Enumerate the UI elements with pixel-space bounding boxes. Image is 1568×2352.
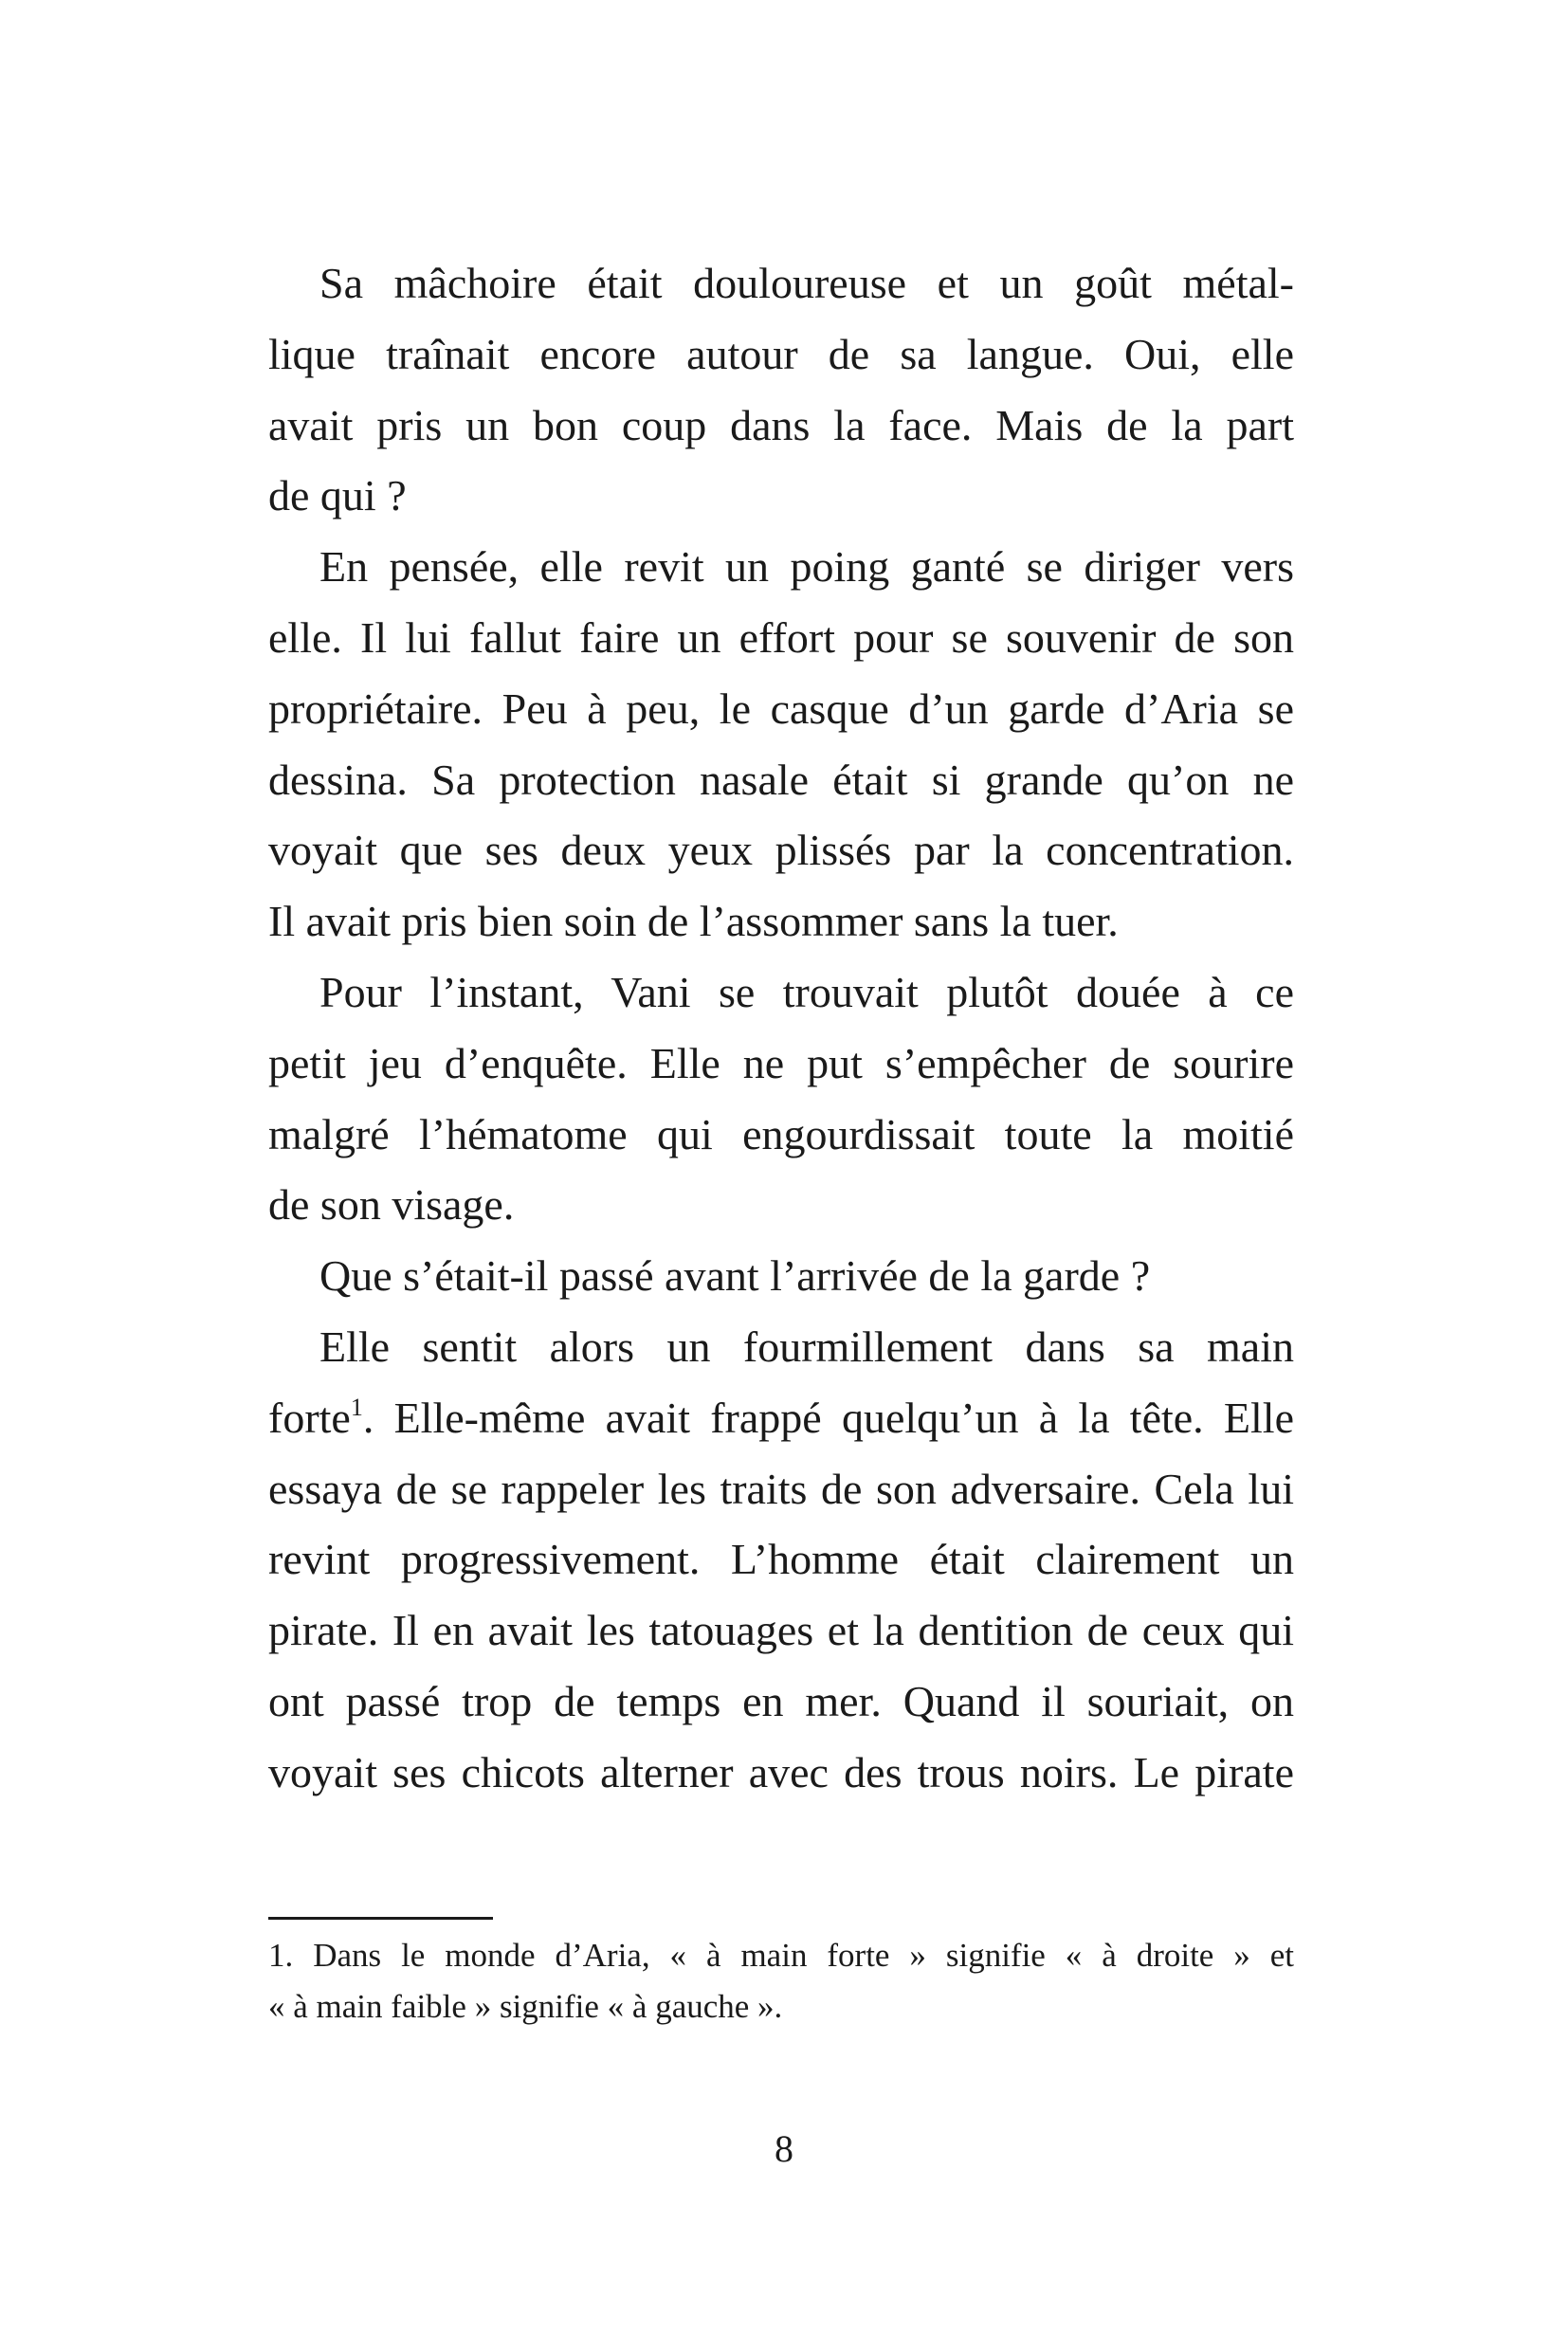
- text-line: Elle sentit alors un fourmillement dans sa main: [319, 1322, 1294, 1371]
- footnote-reference[interactable]: 1: [350, 1393, 363, 1421]
- text-line: de qui ?: [268, 471, 407, 520]
- text-line: [268, 1383, 1294, 1454]
- page-number: 8: [775, 2127, 793, 2170]
- text-line: propriétaire. Peu à peu, le casque d’un garde d’Aria se: [268, 684, 1294, 733]
- footnote-divider: [268, 1917, 493, 1920]
- text-fragment: forte: [268, 1393, 351, 1442]
- text-line: En pensée, elle revit un poing ganté se diriger vers: [319, 542, 1294, 592]
- text-line: essaya de se rappeler les traits de son adversaire. Cela lui: [268, 1464, 1294, 1513]
- text-fragment: . Elle-même avait frappé quelqu’un à la tête. Elle: [362, 1393, 1294, 1442]
- text-line: pirate. Il en avait les tatouages et la dentition de ceux qui: [268, 1606, 1294, 1655]
- text-line: Pour l’instant, Vani se trouvait plutôt douée à ce: [319, 967, 1294, 1016]
- text-line: voyait que ses deux yeux plissés par la concentration.: [268, 826, 1294, 875]
- text-line: elle. Il lui fallut faire un effort pour se souvenir de son: [268, 612, 1294, 662]
- footnote-line: 1. Dans le monde d’Aria, « à main forte » signifie « à droite » et: [268, 1937, 1294, 1974]
- footnote: [268, 1930, 1294, 2033]
- text-line: voyait ses chicots alterner avec des trous noirs. Le pirate: [268, 1747, 1294, 1796]
- text-line: ont passé trop de temps en mer. Quand il souriait, on: [268, 1676, 1294, 1725]
- text-line: Il avait pris bien soin de l’assommer sans la tuer.: [268, 897, 1119, 946]
- text-line: malgré l’hématome qui engourdissait toute la moitié: [268, 1109, 1294, 1158]
- text-line: avait pris un bon coup dans la face. Mais de la part: [268, 400, 1294, 449]
- text-line: de son visage.: [268, 1180, 515, 1230]
- text-line: lique traînait encore autour de sa langue. Oui, elle: [268, 329, 1294, 378]
- text-line: revint progressivement. L’homme était clairement un: [268, 1535, 1294, 1584]
- body-text: [268, 248, 1294, 1809]
- footnote-line: « à main faible » signifie « à gauche ».: [268, 1988, 783, 2025]
- text-line: Que s’était-il passé avant l’arrivée de la garde ?: [319, 1251, 1151, 1301]
- text-line: Sa mâchoire était douloureuse et un goût métal-: [319, 259, 1294, 307]
- text-line: dessina. Sa protection nasale était si grande qu’on ne: [268, 755, 1294, 804]
- text-line: petit jeu d’enquête. Elle ne put s’empêcher de sourire: [268, 1038, 1294, 1087]
